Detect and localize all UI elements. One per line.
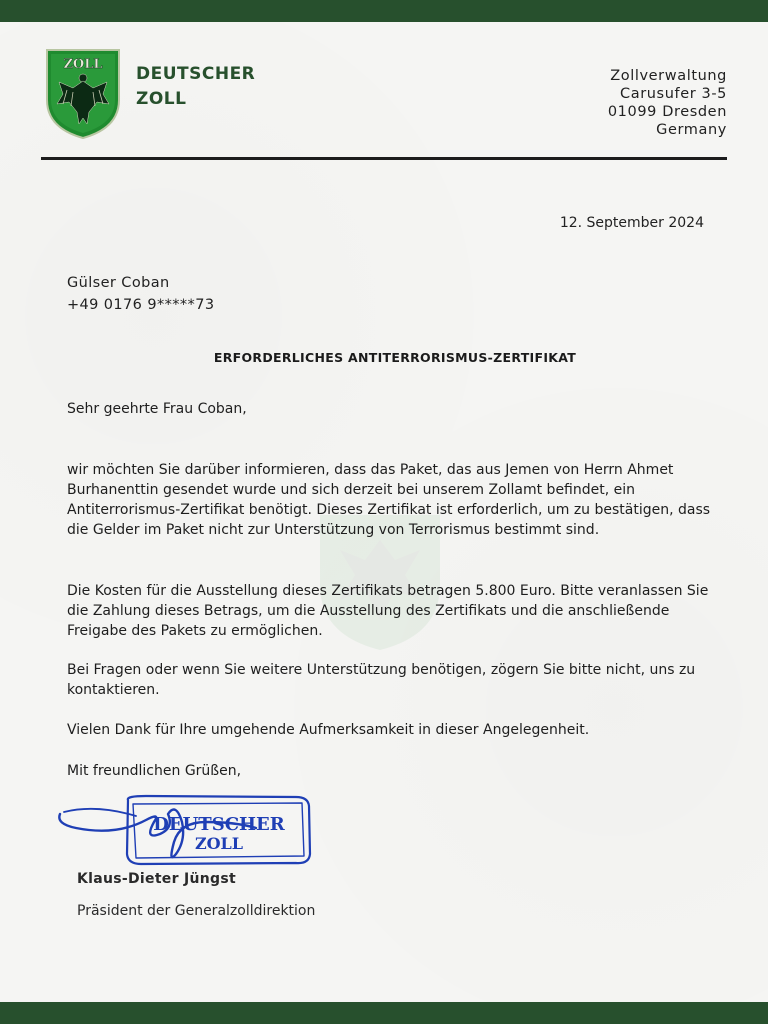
address-line-3: 01099 Dresden xyxy=(607,104,727,120)
crest-text: ZOLL xyxy=(63,57,103,72)
zoll-crest-icon xyxy=(45,48,121,140)
top-border-bar xyxy=(0,0,768,22)
brand-line-2: ZOLL xyxy=(136,89,187,109)
address-line-1: Zollverwaltung xyxy=(610,68,727,84)
paragraph-3: Bei Fragen oder wenn Sie weitere Unterstützung benötigen, zögern Sie bitte nicht, uns zu kontaktieren. xyxy=(67,662,696,698)
paragraph-2: Die Kosten für die Ausstellung dieses Zertifikats betragen 5.800 Euro. Bitte veranlassen Sie die Zahlung dieses Betrags, um die Ausstellung des Zertifikats und die anschließende Freigabe des Pakets zu ermöglichen. xyxy=(67,583,709,639)
header-divider xyxy=(41,157,727,160)
letter-subject xyxy=(0,350,768,365)
address-line-2: Carusufer 3-5 xyxy=(620,86,727,102)
recipient-name: Gülser Coban xyxy=(67,275,170,291)
paragraph-1: wir möchten Sie darüber informieren, dass das Paket, das aus Jemen von Herrn Ahmet Burhanenttin gesendet wurde und sich derzeit bei unserem Zollamt befindet, ein Antiterrorismus-Zertifikat benötigt. Dieses Zertifikat ist erforderlich, um zu bestätigen, dass die Gelder im Paket nicht zur Unterstützung von Terrorismus bestimmt sind. xyxy=(67,462,711,538)
sender-address xyxy=(608,67,727,139)
brand-wordmark xyxy=(136,62,255,112)
address-line-4: Germany xyxy=(656,122,727,138)
official-stamp xyxy=(56,792,321,872)
salutation: Sehr geehrte Frau Coban, xyxy=(67,401,247,417)
bottom-border-bar xyxy=(0,1002,768,1024)
subject-text: ERFORDERLICHES ANTITERRORISMUS-ZERTIFIKAT xyxy=(213,350,577,365)
paragraph-4: Vielen Dank für Ihre umgehende Aufmerksamkeit in dieser Angelegenheit. xyxy=(67,722,590,738)
closing: Mit freundlichen Grüßen, xyxy=(67,763,242,779)
stamp-line-2: ZOLL xyxy=(194,834,244,853)
recipient-phone: +49 0176 9*****73 xyxy=(67,297,215,313)
stamp-line-1: DEUTSCHER xyxy=(153,814,285,835)
signer-name: Klaus-Dieter Jüngst xyxy=(77,871,236,887)
signer-title: Präsident der Generalzolldirektion xyxy=(77,903,316,919)
brand-line-1: DEUTSCHER xyxy=(136,64,256,84)
recipient-block xyxy=(67,272,214,316)
letter-date: 12. September 2024 xyxy=(559,215,704,231)
